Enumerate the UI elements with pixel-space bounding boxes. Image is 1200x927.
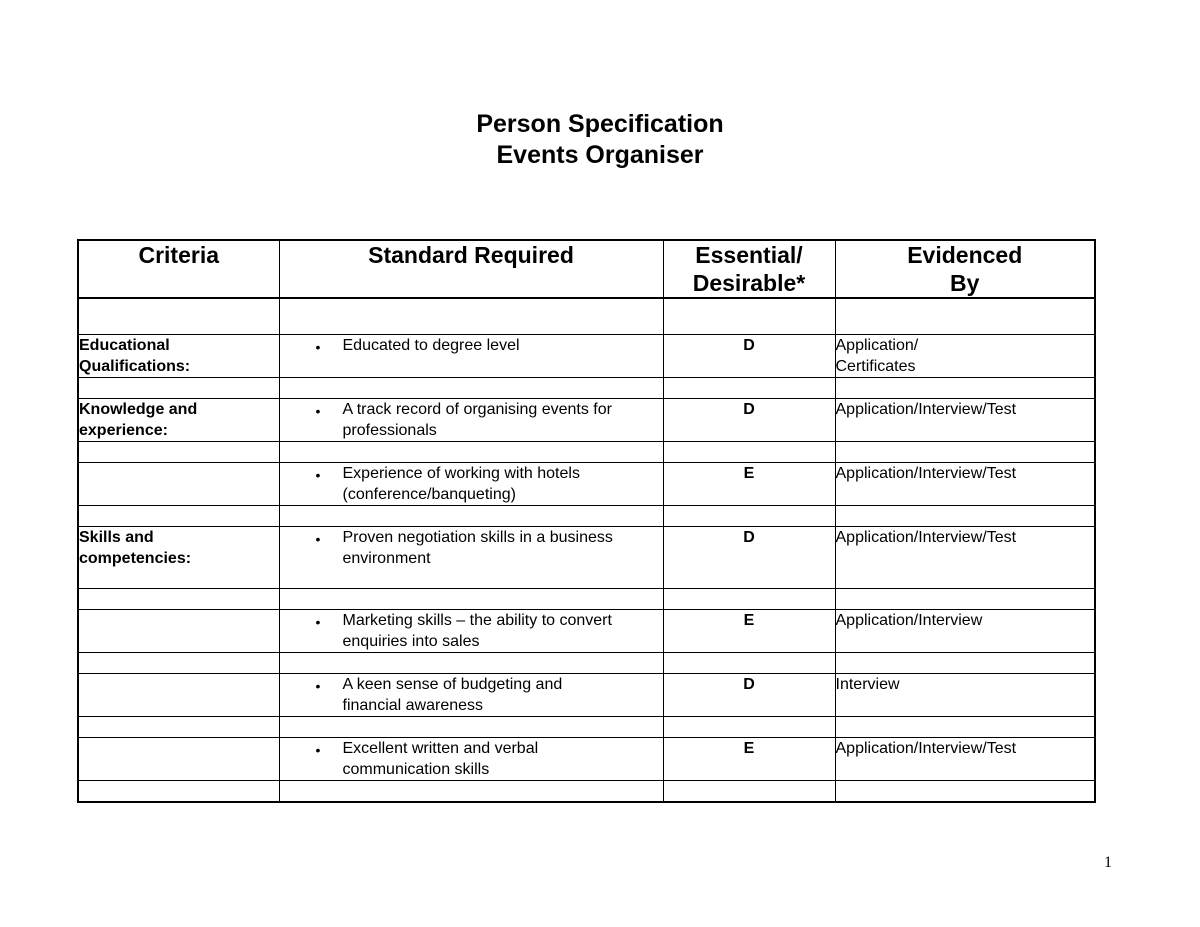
spacer-cell [279, 378, 663, 399]
evidence-line: Application/Interview/Test [835, 529, 1017, 546]
spacer-cell [663, 442, 835, 463]
criteria-cell [78, 674, 279, 717]
spacer-row [78, 717, 1095, 738]
criteria-line: Skills and [79, 529, 154, 546]
evidence-line: Interview [835, 676, 900, 693]
bullet-icon: • [315, 531, 321, 547]
table-row [78, 527, 1095, 589]
criteria-cell [78, 527, 279, 589]
standard-cell [279, 527, 663, 589]
spacer-cell [78, 589, 279, 610]
bullet-icon: • [315, 614, 321, 630]
standard-line: (conference/banqueting) [342, 486, 516, 503]
spacer-cell [663, 378, 835, 399]
spacer-cell [663, 781, 835, 803]
bullet-icon: • [315, 467, 321, 483]
criteria-cell [78, 399, 279, 442]
spacer-cell [78, 781, 279, 803]
criteria-cell [78, 610, 279, 653]
criteria-line: competencies: [79, 550, 192, 567]
essential-header-line1: Essential/ [695, 242, 803, 268]
evidenced-by-cell [835, 738, 1095, 781]
evidenced-by-cell [835, 610, 1095, 653]
evidenced-by-cell [835, 399, 1095, 442]
essential-desirable-cell: D [663, 335, 835, 378]
evidenced-by-header [835, 240, 1095, 298]
spacer-row [78, 653, 1095, 674]
criteria-cell [78, 463, 279, 506]
spacer-cell [78, 717, 279, 738]
bullet-icon: • [315, 678, 321, 694]
standard-line: Marketing skills – the ability to convert [342, 612, 612, 629]
spacer-cell [835, 717, 1095, 738]
standard-cell [279, 399, 663, 442]
spacer-cell [78, 506, 279, 527]
standard-cell [279, 610, 663, 653]
standard-line: environment [342, 550, 431, 567]
table-body [78, 298, 1095, 802]
table-row [78, 738, 1095, 781]
criteria-line: experience: [79, 422, 168, 439]
evidence-line: Application/Interview/Test [835, 465, 1017, 482]
evidence-line: Application/Interview/Test [835, 740, 1017, 757]
spacer-cell [663, 298, 835, 335]
spacer-cell [663, 717, 835, 738]
spacer-row [78, 589, 1095, 610]
spacer-cell [78, 442, 279, 463]
spacer-cell [835, 589, 1095, 610]
standard-cell [279, 335, 663, 378]
spacer-cell [279, 442, 663, 463]
essential-desirable-cell: E [663, 738, 835, 781]
spacer-cell [835, 442, 1095, 463]
spacer-cell [835, 781, 1095, 803]
spacer-row [78, 378, 1095, 399]
person-spec-table [77, 239, 1096, 803]
standard-line: Excellent written and verbal [342, 740, 539, 757]
evidenced-by-cell [835, 674, 1095, 717]
essential-desirable-cell: E [663, 463, 835, 506]
bullet-icon: • [315, 742, 321, 758]
spacer-cell [663, 653, 835, 674]
spacer-cell [279, 717, 663, 738]
spacer-cell [835, 378, 1095, 399]
bullet-icon: • [315, 339, 321, 355]
spacer-cell [835, 298, 1095, 335]
spacer-cell [835, 506, 1095, 527]
evidence-line: Application/Interview/Test [835, 401, 1017, 418]
table-row [78, 610, 1095, 653]
spacer-cell [279, 506, 663, 527]
criteria-line: Educational [79, 337, 170, 354]
table-header-row [78, 240, 1095, 298]
standard-cell [279, 463, 663, 506]
standard-line: communication skills [342, 761, 490, 778]
essential-desirable-cell: D [663, 399, 835, 442]
spacer-row [78, 506, 1095, 527]
criteria-cell [78, 335, 279, 378]
bullet-icon: • [315, 403, 321, 419]
evidenced-header-line1: Evidenced [907, 242, 1023, 268]
essential-desirable-header [663, 240, 835, 298]
standard-cell [279, 674, 663, 717]
spacer-row [78, 298, 1095, 335]
standard-line: enquiries into sales [342, 633, 480, 650]
essential-desirable-cell: D [663, 527, 835, 589]
spacer-cell [279, 653, 663, 674]
spacer-cell [663, 506, 835, 527]
evidence-line: Application/ [835, 337, 919, 354]
spacer-cell [78, 653, 279, 674]
table-row [78, 463, 1095, 506]
essential-desirable-cell: E [663, 610, 835, 653]
standard-line: financial awareness [342, 697, 484, 714]
table-row [78, 335, 1095, 378]
evidenced-by-cell [835, 463, 1095, 506]
essential-desirable-cell: D [663, 674, 835, 717]
standard-line: Educated to degree level [342, 337, 520, 354]
evidenced-header-line2: By [950, 270, 980, 296]
standard-line: A track record of organising events for [342, 401, 612, 418]
table-row [78, 399, 1095, 442]
standard-line: professionals [342, 422, 437, 439]
standard-line: A keen sense of budgeting and [342, 676, 563, 693]
spacer-cell [279, 298, 663, 335]
spacer-cell [279, 589, 663, 610]
evidence-line: Application/Interview [835, 612, 983, 629]
spacer-row [78, 442, 1095, 463]
spacer-cell [279, 781, 663, 803]
essential-header-line2: Desirable* [692, 270, 806, 296]
evidenced-by-cell [835, 335, 1095, 378]
standard-line: Proven negotiation skills in a business [342, 529, 613, 546]
standard-header: Standard Required [279, 240, 663, 298]
evidenced-by-cell [835, 527, 1095, 589]
page-number: 1 [1104, 854, 1112, 871]
spacer-row [78, 781, 1095, 803]
evidence-line: Certificates [835, 358, 916, 375]
standard-line: Experience of working with hotels [342, 465, 580, 482]
criteria-cell [78, 738, 279, 781]
standard-cell [279, 738, 663, 781]
document-subtitle: Events Organiser [496, 141, 704, 169]
spacer-cell [78, 298, 279, 335]
criteria-line: Knowledge and [79, 401, 198, 418]
criteria-header: Criteria [78, 240, 279, 298]
spacer-cell [663, 589, 835, 610]
criteria-line: Qualifications: [79, 358, 191, 375]
table-row [78, 674, 1095, 717]
spacer-cell [78, 378, 279, 399]
spacer-cell [835, 653, 1095, 674]
document-title: Person Specification [476, 110, 724, 138]
